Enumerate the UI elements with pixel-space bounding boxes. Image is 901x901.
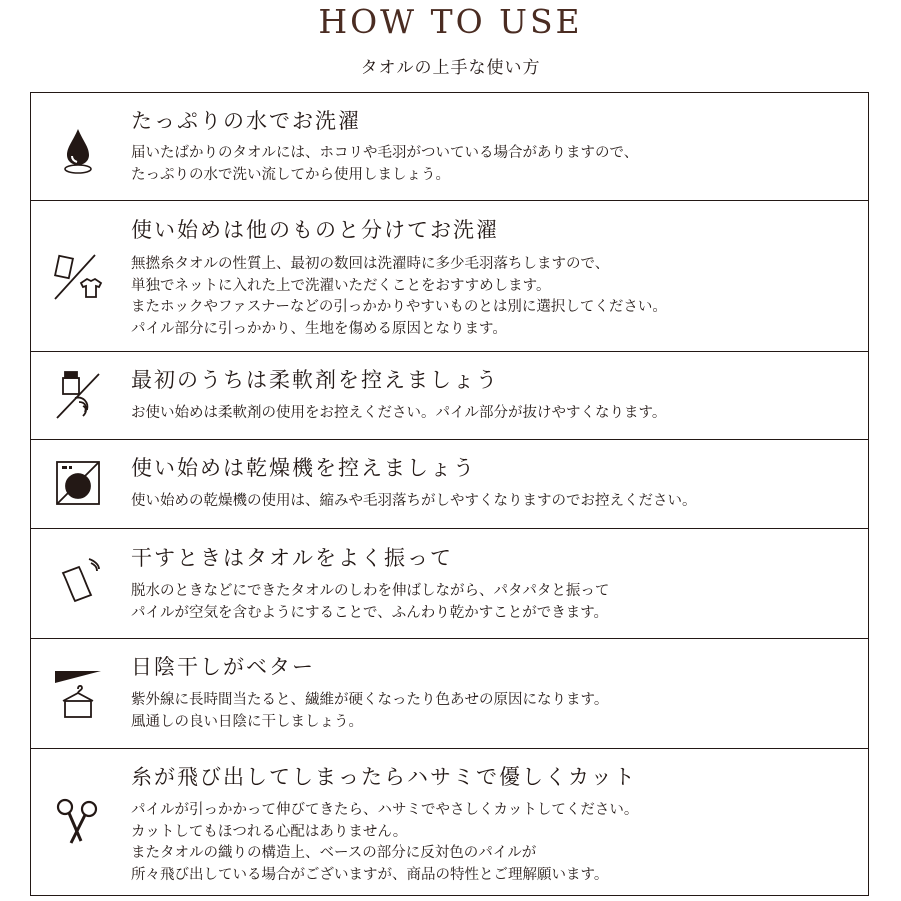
item-heading: 最初のうちは柔軟剤を控えましょう [131,368,499,392]
list-item [31,639,868,749]
item-body: お使い始めは柔軟剤の使用をお控えください。パイル部分が抜けやすくなります。 [131,405,667,421]
shade-dry-icon [51,667,105,721]
water-drop-icon [51,123,105,177]
item-body: 紫外線に長時間当たると、繊維が硬くなったり色あせの原因になります。 風通しの良い日陰に干しましょう。 [131,692,609,730]
list-item [31,93,868,201]
wash-separately-icon [51,249,105,303]
page-title: HOW TO USE [318,2,583,41]
no-softener-icon [51,368,105,422]
item-heading: 干すときはタオルをよく振って [131,546,453,570]
no-dryer-icon [51,456,105,510]
item-heading: 糸が飛び出してしまったらハサミで優しくカット [131,765,637,789]
list-item [31,352,868,440]
shake-towel-icon [51,555,105,609]
item-body: パイルが引っかかって伸びてきたら、ハサミでやさしくカットしてください。 カットしてもほつれる心配はありません。 またタオルの織りの構造上、ベースの部分に反対色のパイルが 所々飛び出している場合がございますが、商品の特性とご理解願います。 [131,802,639,883]
item-body: 無撚糸タオルの性質上、最初の数回は洗濯時に多少毛羽落ちしますので、 単独でネットに入れた上で洗濯いただくことをおすすめします。 またホックやファスナーなどの引っかかりやすいものとは別に選択してください。 パイル部分に引っかかり、生地を傷める原因となります。 [131,256,667,337]
scissors-icon [51,795,105,849]
list-item [31,529,868,639]
list-item [31,201,868,352]
item-heading: たっぷりの水でお洗濯 [131,109,361,133]
list-item [31,749,868,895]
item-heading: 使い始めは他のものと分けてお洗濯 [131,218,499,242]
list-item [31,440,868,529]
page-subtitle: タオルの上手な使い方 [360,58,541,78]
item-heading: 使い始めは乾燥機を控えましょう [131,456,476,480]
item-body: 使い始めの乾燥機の使用は、縮みや毛羽落ちがしやすくなりますのでお控えください。 [131,493,697,509]
item-heading: 日陰干しがベター [131,655,315,679]
usage-list [30,92,869,896]
item-body: 届いたばかりのタオルには、ホコリや毛羽がついている場合がありますので、 たっぷりの水で洗い流してから使用しましょう。 [131,145,639,183]
item-body: 脱水のときなどにできたタオルのしわを伸ばしながら、パタパタと振って パイルが空気を含むようにすることで、ふんわり乾かすことができます。 [131,583,610,621]
